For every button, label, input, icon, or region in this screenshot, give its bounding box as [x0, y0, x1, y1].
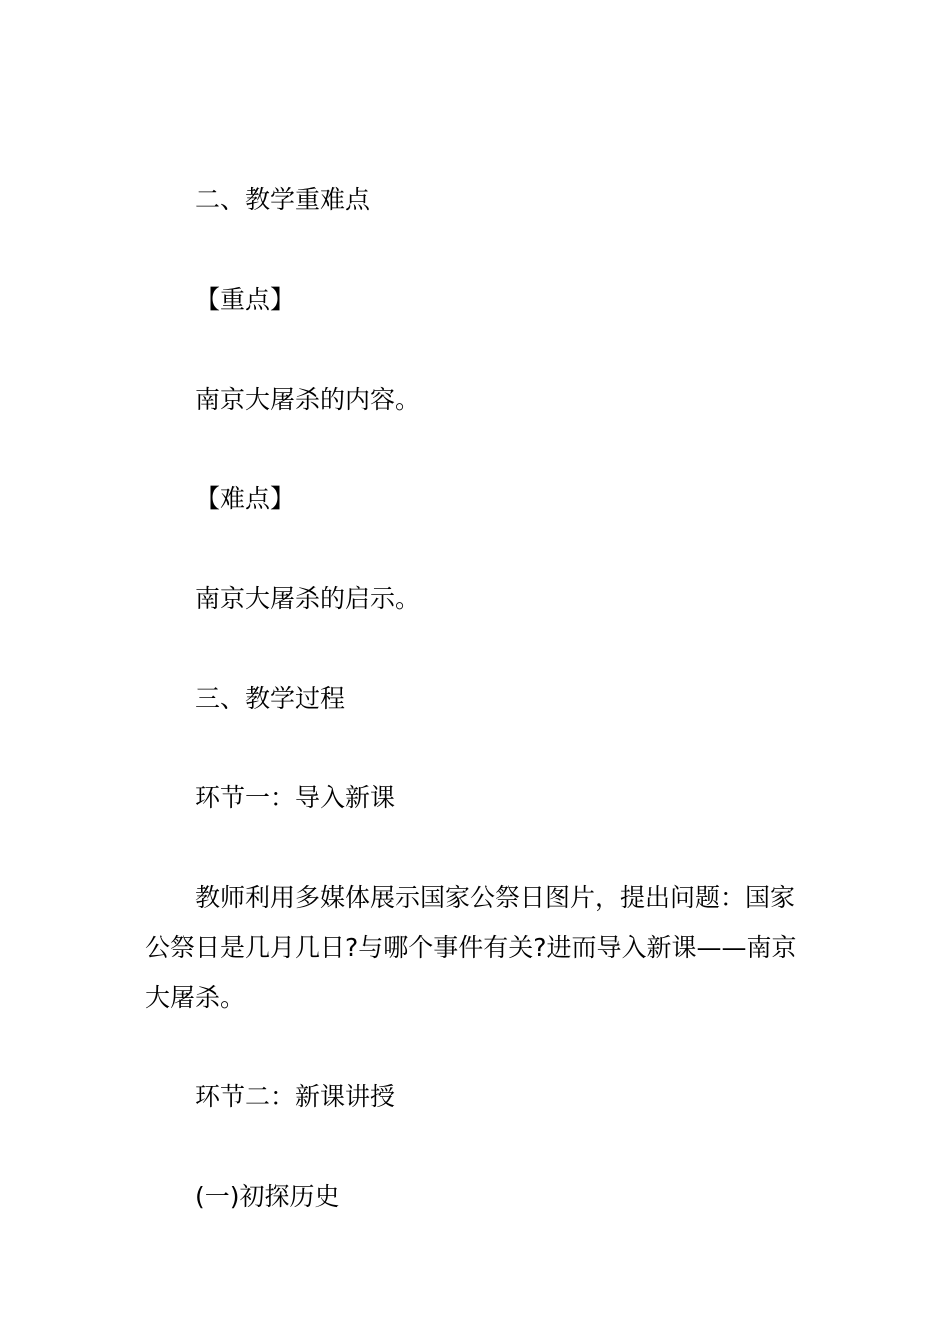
step-one-paragraph: 教师利用多媒体展示国家公祭日图片，提出问题：国家公祭日是几月几日?与哪个事件有关?进而导入新课——南京大屠杀。 — [145, 883, 797, 1012]
step-one-heading: 环节一：导入新课 — [195, 783, 396, 812]
section-heading-key-points: 二、教学重难点 — [195, 185, 371, 214]
key-point-text: 南京大屠杀的内容。 — [195, 385, 421, 414]
step-two-heading: 环节二：新课讲授 — [195, 1082, 396, 1111]
subsection-heading: (一)初探历史 — [195, 1182, 340, 1211]
difficult-point-text: 南京大屠杀的启示。 — [195, 584, 421, 613]
section-heading-teaching-process: 三、教学过程 — [195, 684, 346, 713]
label-difficult-point: 【难点】 — [195, 484, 296, 513]
label-key-point: 【重点】 — [195, 285, 296, 314]
